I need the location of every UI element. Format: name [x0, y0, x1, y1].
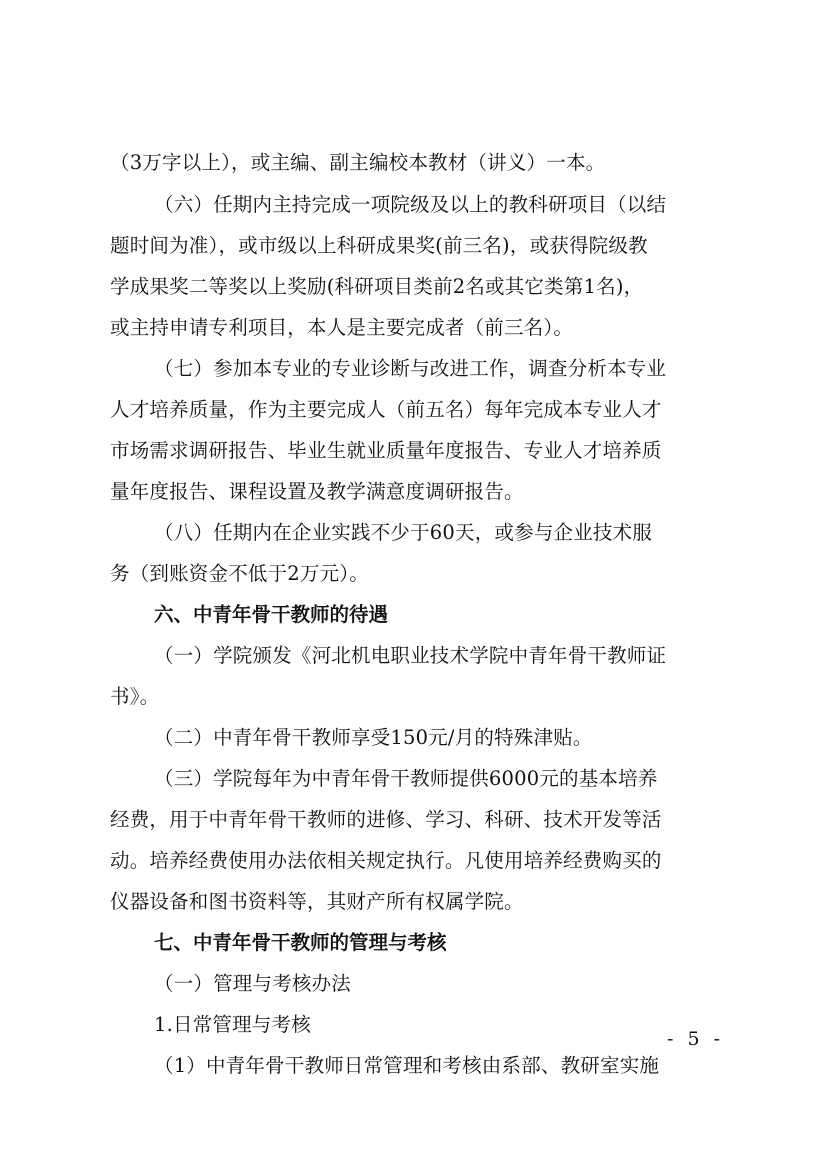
paragraph-line: 量年度报告、课程设置及教学满意度调研报告。 [110, 480, 524, 503]
paragraph-line: （3万字以上），或主编、副主编校本教材（讲义）一本。 [110, 151, 606, 174]
page-number: - 5 - [667, 1028, 725, 1050]
paragraph-line: 经费，用于中青年骨干教师的进修、学习、科研、技术开发等活 [110, 808, 662, 831]
paragraph-line: 仪器设备和图书资料等，其财产所有权属学院。 [110, 890, 524, 913]
paragraph-line: 市场需求调研报告、毕业生就业质量年度报告、专业人才培养质 [110, 439, 662, 462]
paragraph-line: （七）参加本专业的专业诊断与改进工作，调查分析本专业 [154, 357, 667, 380]
section-heading: 六、中青年骨干教师的待遇 [154, 603, 389, 626]
paragraph-line: 题时间为准），或市级以上科研成果奖(前三名)，或获得院级教 [110, 234, 648, 257]
subsection-heading: （一）管理与考核办法 [154, 972, 352, 995]
item-heading: 1.日常管理与考核 [154, 1013, 311, 1036]
paragraph-line: 务（到账资金不低于2万元）。 [110, 562, 369, 585]
paragraph-line: （二）中青年骨干教师享受150元/月的特殊津贴。 [154, 726, 593, 749]
paragraph-line: 人才培养质量，作为主要完成人（前五名）每年完成本专业人才 [110, 398, 662, 421]
paragraph-line: （八）任期内在企业实践不少于60天，或参与企业技术服 [154, 521, 653, 544]
section-heading: 七、中青年骨干教师的管理与考核 [154, 931, 447, 954]
paragraph-line: （三）学院每年为中青年骨干教师提供6000元的基本培养 [154, 767, 658, 790]
paragraph-line: 学成果奖二等奖以上奖励(科研项目类前2名或其它类第1名)， [110, 275, 644, 298]
paragraph-line: 动。培养经费使用办法依相关规定执行。凡使用培养经费购买的 [110, 849, 662, 872]
paragraph-line: （1）中青年骨干教师日常管理和考核由系部、教研室实施 [154, 1054, 660, 1077]
paragraph-line: （六）任期内主持完成一项院级及以上的教科研项目（以结 [154, 193, 667, 216]
paragraph-line: 或主持申请专利项目，本人是主要完成者（前三名）。 [110, 316, 574, 339]
paragraph-line: （一）学院颁发《河北机电职业技术学院中青年骨干教师证 [154, 644, 667, 667]
paragraph-line: 书》。 [110, 685, 160, 708]
